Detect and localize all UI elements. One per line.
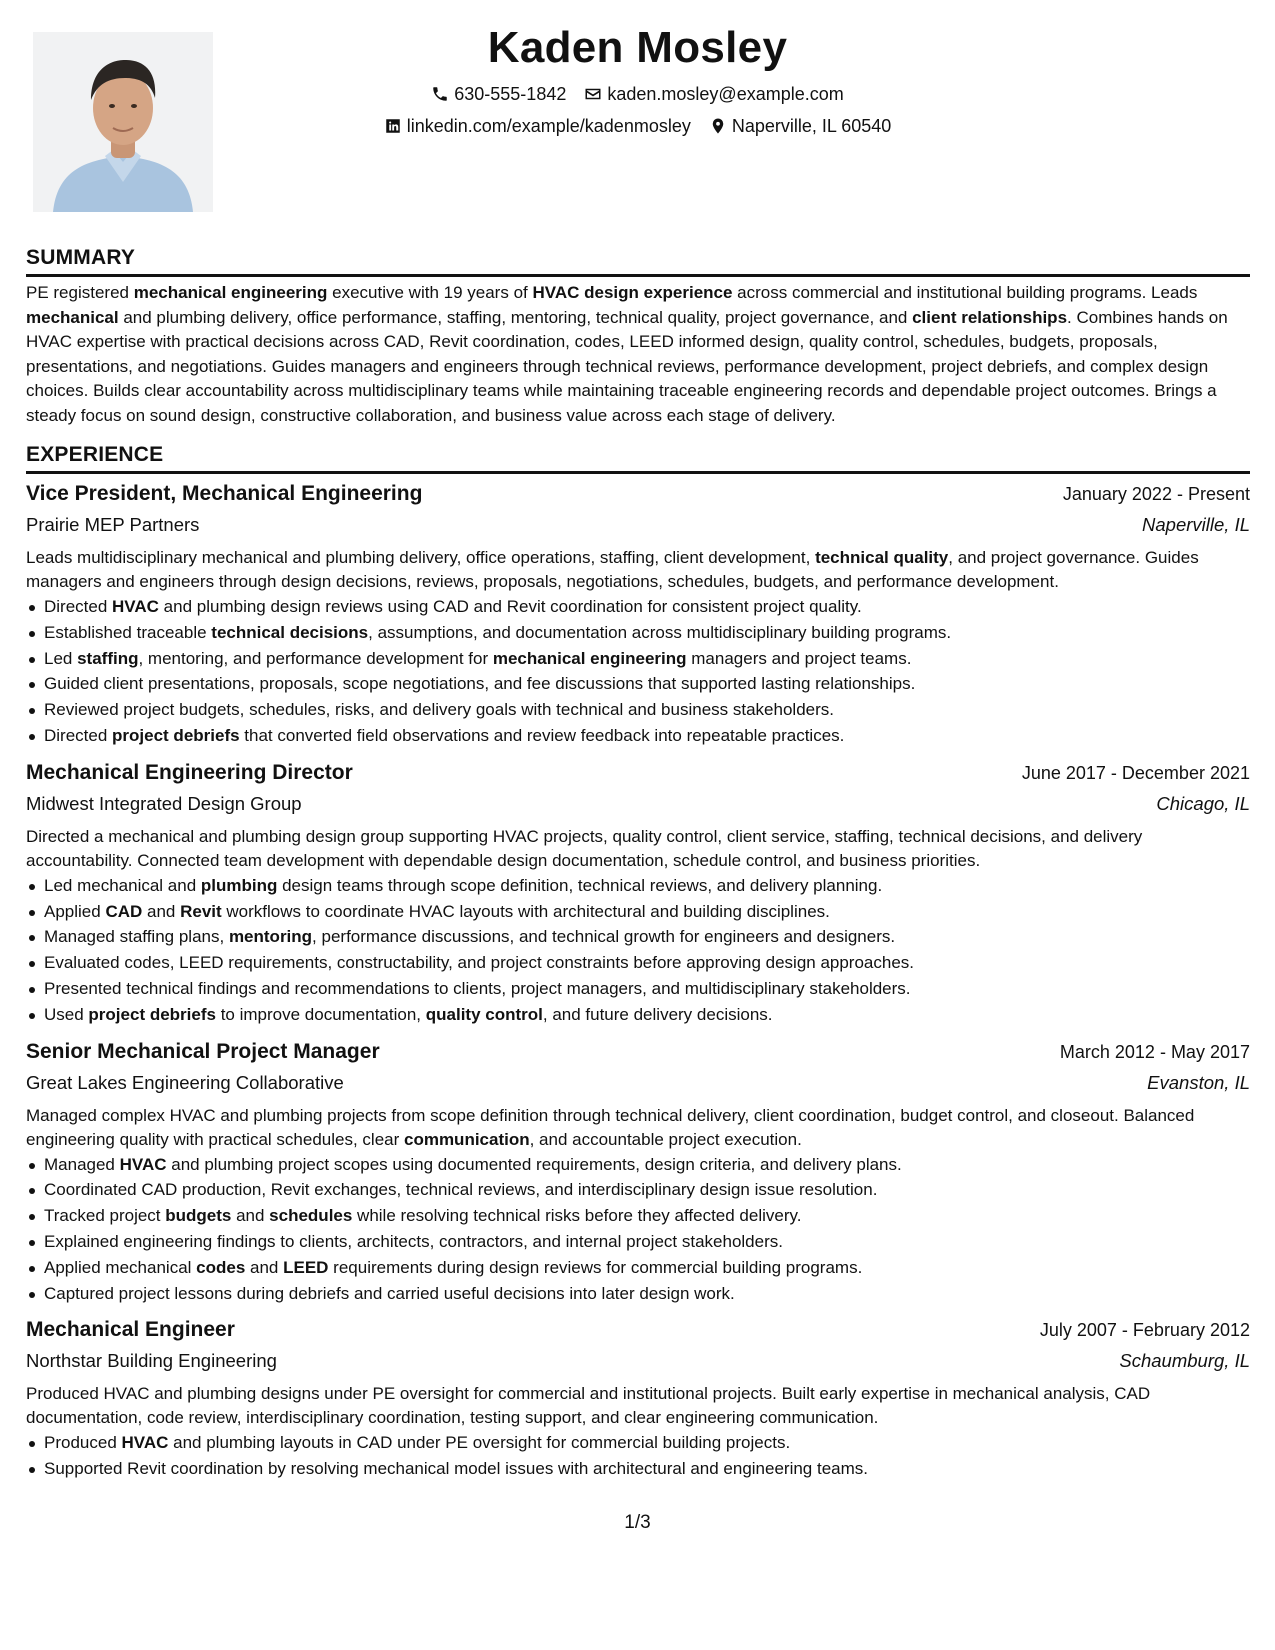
bold-keyword: codes bbox=[196, 1257, 246, 1277]
email-text[interactable]: kaden.mosley@example.com bbox=[607, 84, 844, 104]
linkedin-text[interactable]: linkedin.com/example/kadenmosley bbox=[406, 116, 691, 136]
job-bullets bbox=[26, 1430, 1250, 1482]
bold-keyword: HVAC bbox=[119, 1154, 167, 1174]
list-item: Established traceable technical decisions, assumptions, and documentation across multidisciplinary building programs. bbox=[44, 620, 1250, 646]
job-company: Prairie MEP Partners bbox=[26, 514, 200, 535]
page-number: 1/3 bbox=[624, 1512, 651, 1533]
job-dates: March 2012 - May 2017 bbox=[1059, 1041, 1250, 1062]
list-item: Reviewed project budgets, schedules, risks, and delivery goals with technical and business stakeholders. bbox=[44, 697, 1250, 723]
resume-header bbox=[0, 22, 1275, 138]
location-contact bbox=[709, 114, 891, 138]
job-company: Northstar Building Engineering bbox=[26, 1350, 277, 1372]
list-item: Directed project debriefs that converted field observations and review feedback into repeatable practices. bbox=[44, 723, 1250, 749]
job-header-row bbox=[26, 1314, 1250, 1346]
job-entry bbox=[26, 1036, 1250, 1307]
phone-icon bbox=[431, 85, 449, 103]
bold-keyword: LEED bbox=[283, 1257, 329, 1277]
bold-keyword: plumbing bbox=[200, 875, 278, 895]
list-item: Applied CAD and Revit workflows to coordinate HVAC layouts with architectural and building disciplines. bbox=[44, 899, 1250, 925]
job-title: Mechanical Engineering Director bbox=[26, 760, 353, 784]
bold-keyword: budgets bbox=[165, 1206, 232, 1226]
list-item: Produced HVAC and plumbing layouts in CAD under PE oversight for commercial building projects. bbox=[44, 1430, 1250, 1456]
map-pin-icon bbox=[709, 117, 727, 135]
resume-body bbox=[26, 245, 1250, 1482]
list-item: Captured project lessons during debriefs and carried useful decisions into later design work. bbox=[44, 1281, 1250, 1307]
list-item: Used project debriefs to improve documentation, quality control, and future delivery decisions. bbox=[44, 1002, 1250, 1028]
bold-keyword: technical decisions bbox=[211, 622, 369, 642]
job-entry bbox=[26, 757, 1250, 1028]
job-company-row bbox=[26, 1346, 1250, 1376]
list-item: Supported Revit coordination by resolving mechanical model issues with architectural and engineering teams. bbox=[44, 1456, 1250, 1482]
job-header-row bbox=[26, 478, 1250, 510]
job-title: Mechanical Engineer bbox=[26, 1318, 235, 1342]
envelope-icon bbox=[584, 85, 602, 103]
bold-keyword: mechanical engineering bbox=[133, 283, 328, 302]
list-item: Applied mechanical codes and LEED requirements during design reviews for commercial building programs. bbox=[44, 1255, 1250, 1281]
linkedin-icon bbox=[384, 117, 402, 135]
job-company: Great Lakes Engineering Collaborative bbox=[26, 1071, 344, 1093]
bold-keyword: HVAC design experience bbox=[532, 283, 733, 302]
job-location: Naperville, IL bbox=[1142, 514, 1250, 535]
candidate-name: Kaden Mosley bbox=[487, 23, 788, 72]
bold-keyword: CAD bbox=[105, 901, 143, 921]
bold-keyword: communication bbox=[403, 1129, 530, 1149]
bold-keyword: quality control bbox=[425, 1004, 543, 1024]
contact-line-1 bbox=[0, 82, 1275, 106]
list-item: Directed HVAC and plumbing design reviews using CAD and Revit coordination for consistent project quality. bbox=[44, 594, 1250, 620]
job-company-row bbox=[26, 1068, 1250, 1098]
phone-contact bbox=[431, 82, 566, 106]
email-contact[interactable] bbox=[584, 82, 843, 106]
list-item: Managed staffing plans, mentoring, performance discussions, and technical growth for engineers and designers. bbox=[44, 924, 1250, 950]
list-item: Led staffing, mentoring, and performance development for mechanical engineering managers and project teams. bbox=[44, 646, 1250, 672]
bold-keyword: mentoring bbox=[228, 927, 313, 947]
job-dates: July 2007 - February 2012 bbox=[1039, 1320, 1250, 1341]
job-bullets bbox=[26, 1152, 1250, 1307]
job-title: Vice President, Mechanical Engineering bbox=[26, 482, 423, 505]
experience-heading: EXPERIENCE bbox=[26, 442, 1250, 474]
linkedin-contact[interactable] bbox=[384, 114, 691, 138]
job-description: Directed a mechanical and plumbing design group supporting HVAC projects, quality control, client service, staffing, technical decisions, and delivery accountability. Connected team development with dependable design documentation, schedule control, and business priorities. bbox=[26, 826, 1143, 870]
summary-heading: SUMMARY bbox=[26, 245, 1250, 277]
bold-keyword: technical quality bbox=[815, 548, 949, 567]
job-description: Produced HVAC and plumbing designs under PE oversight for commercial and institutional projects. Built early expertise in mechanical analysis, CAD documentation, code review, interdisciplinary coordination, testing support, and clear engineering communication. bbox=[26, 1384, 1151, 1428]
job-company: Midwest Integrated Design Group bbox=[26, 792, 302, 814]
bold-keyword: staffing bbox=[77, 648, 139, 668]
job-company-row bbox=[26, 789, 1250, 819]
bold-keyword: project debriefs bbox=[88, 1004, 216, 1024]
bold-keyword: HVAC bbox=[112, 597, 159, 616]
job-location: Evanston, IL bbox=[1147, 1071, 1250, 1093]
bold-keyword: Revit bbox=[180, 901, 222, 921]
list-item: Evaluated codes, LEED requirements, constructability, and project constraints before approving design approaches. bbox=[44, 950, 1250, 976]
list-item: Presented technical findings and recommendations to clients, project managers, and multidisciplinary stakeholders. bbox=[44, 976, 1250, 1002]
job-description: Leads multidisciplinary mechanical and plumbing delivery, office operations, staffing, client development, technical quality, and project governance. Guides managers and engineers through design decisions, reviews, proposals, negotiations, schedules, budgets, and performance development. bbox=[26, 548, 1199, 591]
contact-line-2 bbox=[0, 114, 1275, 138]
job-dates: January 2022 - Present bbox=[1062, 484, 1250, 504]
list-item: Coordinated CAD production, Revit exchanges, technical reviews, and interdisciplinary design issue resolution. bbox=[44, 1177, 1250, 1203]
list-item: Led mechanical and plumbing design teams through scope definition, technical reviews, and delivery planning. bbox=[44, 873, 1250, 899]
job-company-row bbox=[26, 510, 1250, 540]
bold-keyword: mechanical bbox=[26, 307, 119, 327]
bold-keyword: project debriefs bbox=[112, 725, 240, 745]
list-item: Guided client presentations, proposals, scope negotiations, and fee discussions that supported lasting relationships. bbox=[44, 671, 1250, 697]
job-entry bbox=[26, 478, 1250, 749]
job-description: Managed complex HVAC and plumbing projects from scope definition through technical delivery, client coordination, budget control, and closeout. Balanced engineering quality with practical schedules, clear communication, and accountable project execution. bbox=[26, 1105, 1195, 1149]
bold-keyword: mechanical engineering bbox=[492, 648, 687, 668]
bold-keyword: client relationships bbox=[912, 307, 1068, 327]
job-header-row bbox=[26, 1036, 1250, 1068]
job-dates: June 2017 - December 2021 bbox=[1021, 762, 1250, 783]
job-title: Senior Mechanical Project Manager bbox=[26, 1039, 380, 1063]
location-text: Naperville, IL 60540 bbox=[731, 116, 892, 136]
phone-text: 630-555-1842 bbox=[454, 84, 567, 104]
list-item: Explained engineering findings to clients, architects, contractors, and internal project stakeholders. bbox=[44, 1229, 1250, 1255]
job-location: Chicago, IL bbox=[1156, 792, 1250, 814]
list-item: Managed HVAC and plumbing project scopes using documented requirements, design criteria, and delivery plans. bbox=[44, 1152, 1250, 1178]
job-bullets bbox=[26, 594, 1250, 749]
job-location: Schaumburg, IL bbox=[1119, 1350, 1250, 1372]
summary-text: PE registered mechanical engineering executive with 19 years of HVAC design experience across commercial and institutional building programs. Leads mechanical and plumbing delivery, office performance, staffing, mentoring, technical quality, project governance, and client relationships. Combines hands on HVAC expertise with practical decisions across CAD, Revit coordination, codes, LEED informed design, quality control, schedules, budgets, proposals, presentations, and negotiations. Guides managers and engineers through technical reviews, performance development, project debriefs, and complex design choices. Builds clear accountability across multidisciplinary teams while maintaining traceable engineering records and dependable project outcomes. Brings a steady focus on sound design, constructive collaboration, and business value across each stage of delivery. bbox=[26, 283, 1228, 425]
job-header-row bbox=[26, 757, 1250, 789]
list-item: Tracked project budgets and schedules while resolving technical risks before they affected delivery. bbox=[44, 1203, 1250, 1229]
bold-keyword: HVAC bbox=[121, 1433, 169, 1453]
experience-list bbox=[26, 478, 1250, 1482]
job-entry bbox=[26, 1314, 1250, 1482]
job-bullets bbox=[26, 873, 1250, 1028]
bold-keyword: schedules bbox=[269, 1206, 353, 1226]
